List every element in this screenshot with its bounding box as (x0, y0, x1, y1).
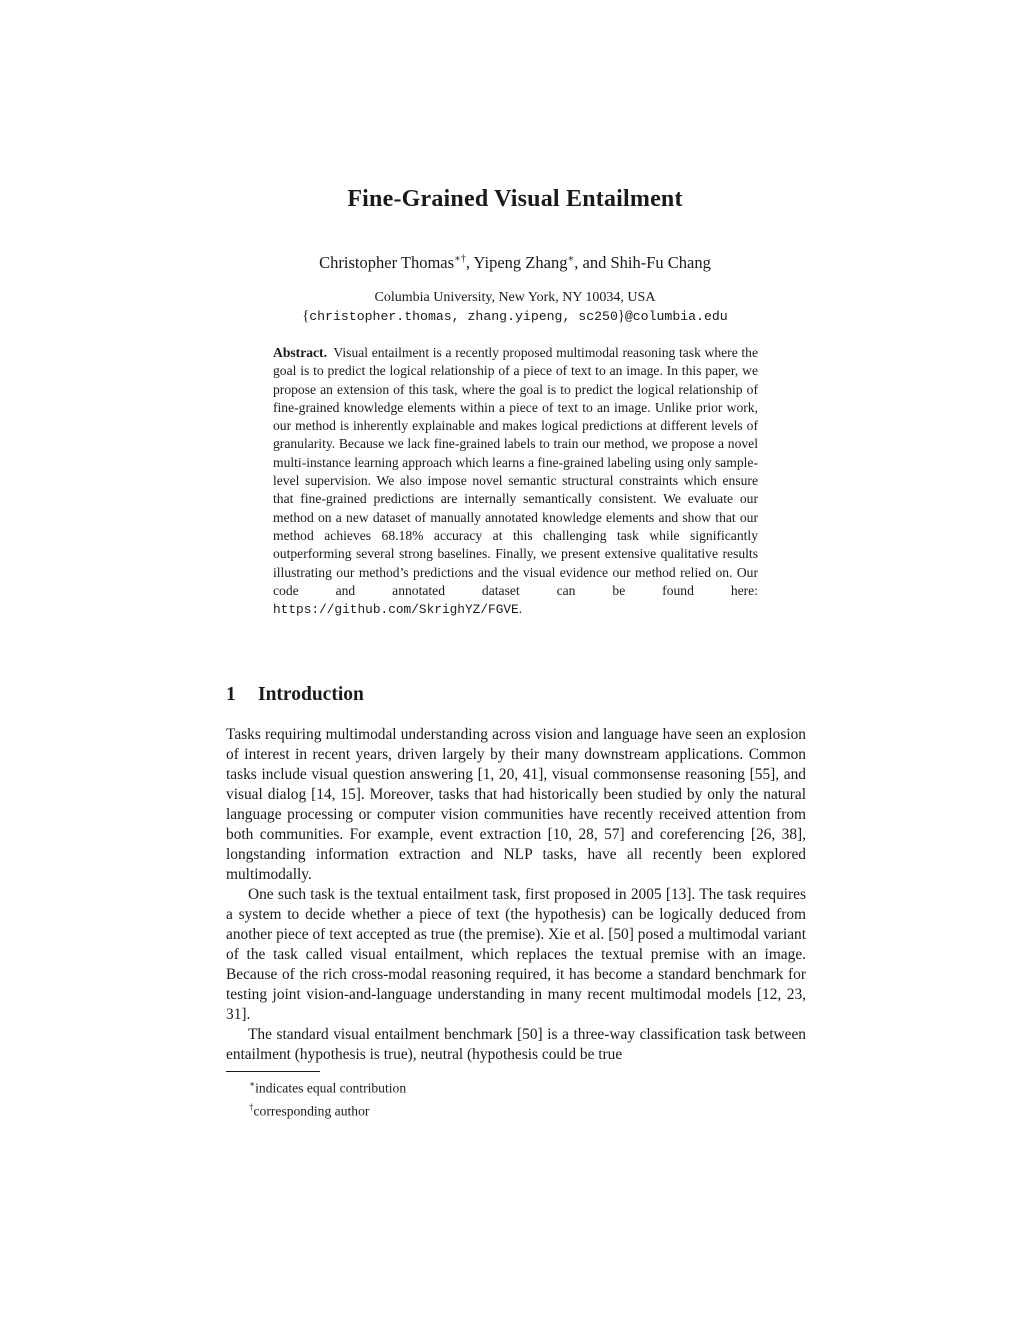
author-marks: ∗† (454, 253, 466, 265)
footnote-mark: ∗ (249, 1079, 256, 1089)
footnotes (249, 1075, 406, 1120)
footnote-text: corresponding author (253, 1103, 370, 1119)
author-emails (0, 308, 1024, 325)
affiliation: Columbia University, New York, NY 10034, USA (374, 290, 656, 305)
abstract (273, 344, 758, 619)
section-heading (226, 684, 364, 706)
paragraph: One such task is the textual entailment task, first proposed in 2005 [13]. The task requires a system to decide whether a piece of text (the hypothesis) can be logically deduced from another piece of text accepted as true (the premise). Xie et al. [50] posed a multimodal variant of the task called visual entailment, which replaces the textual premise with an image. Because of the rich cross-modal reasoning required, it has become a standard benchmark for testing joint vision-and-language understanding in many recent multimodal models [12, 23, 31]. (226, 886, 806, 1023)
email-users: christopher.thomas, zhang.yipeng, sc250 (309, 309, 618, 324)
author-list (0, 253, 1024, 273)
author-name: Christopher Thomas (319, 253, 455, 272)
paragraph: The standard visual entailment benchmark [50] is a three-way classification task between entailment (hypothesis is true), neutral (hypothesis could be true (226, 1026, 806, 1063)
footnote-divider (226, 1071, 320, 1072)
paper-title: Fine-Grained Visual Entailment (347, 186, 683, 212)
author-separator: , and (574, 253, 611, 272)
footnote-text: indicates equal contribution (255, 1080, 407, 1096)
email-domain: @columbia.edu (624, 309, 728, 324)
brace-close: } (617, 308, 625, 324)
footnote (249, 1098, 406, 1121)
paragraph: Tasks requiring multimodal understanding across vision and language have seen an explosion of interest in recent years, driven largely by their many downstream applications. Common tasks include visual question answering [1, 20, 41], visual commonsense reasoning [55], and visual dialog [14, 15]. Moreover, tasks that had historically been studied by only the natural language processing or computer vision communities have recently received attention from both communities. For example, event extraction [10, 28, 57] and coreferencing [26, 38], longstanding information extraction and NLP tasks, have all recently been explored multimodally. (226, 726, 806, 883)
footnote (249, 1075, 406, 1098)
footnote-mark: † (249, 1101, 254, 1112)
author-name: Yipeng Zhang (473, 253, 568, 272)
abstract-end: . (518, 601, 523, 617)
brace-open: { (302, 308, 310, 324)
code-link[interactable]: https://github.com/SkrighYZ/FGVE (273, 602, 519, 618)
section-title: Introduction (258, 684, 364, 705)
author-separator: , (465, 253, 474, 272)
abstract-label: Abstract. (273, 345, 327, 360)
section-number: 1 (226, 684, 236, 705)
author-marks: ∗ (567, 253, 575, 265)
section-body (226, 725, 806, 1065)
abstract-text: Visual entailment is a recently proposed multimodal reasoning task where the goal is to predict the logical relationship of a piece of text to an image. In this paper, we propose an extension of this task, where the goal is to predict the logical relationship of fine-grained knowledge elements within a piece of text to an image. Unlike prior work, our method is inherently explainable and makes logical predictions at different levels of granularity. Because we lack fine-grained labels to train our method, we propose a novel multi-instance learning approach which learns a fine-grained labeling using only sample-level supervision. We also impose novel semantic structural constraints which ensure that fine-grained predictions are internally semantically consistent. We evaluate our method on a new dataset of manually annotated knowledge elements and show that our method achieves 68.18% accuracy at this challenging task while significantly outperforming several strong baselines. Finally, we present extensive qualitative results illustrating our method’s predictions and the visual evidence our method relied on. Our code and annotated dataset can be found here: (273, 345, 759, 598)
author-name: Shih-Fu Chang (610, 253, 711, 272)
